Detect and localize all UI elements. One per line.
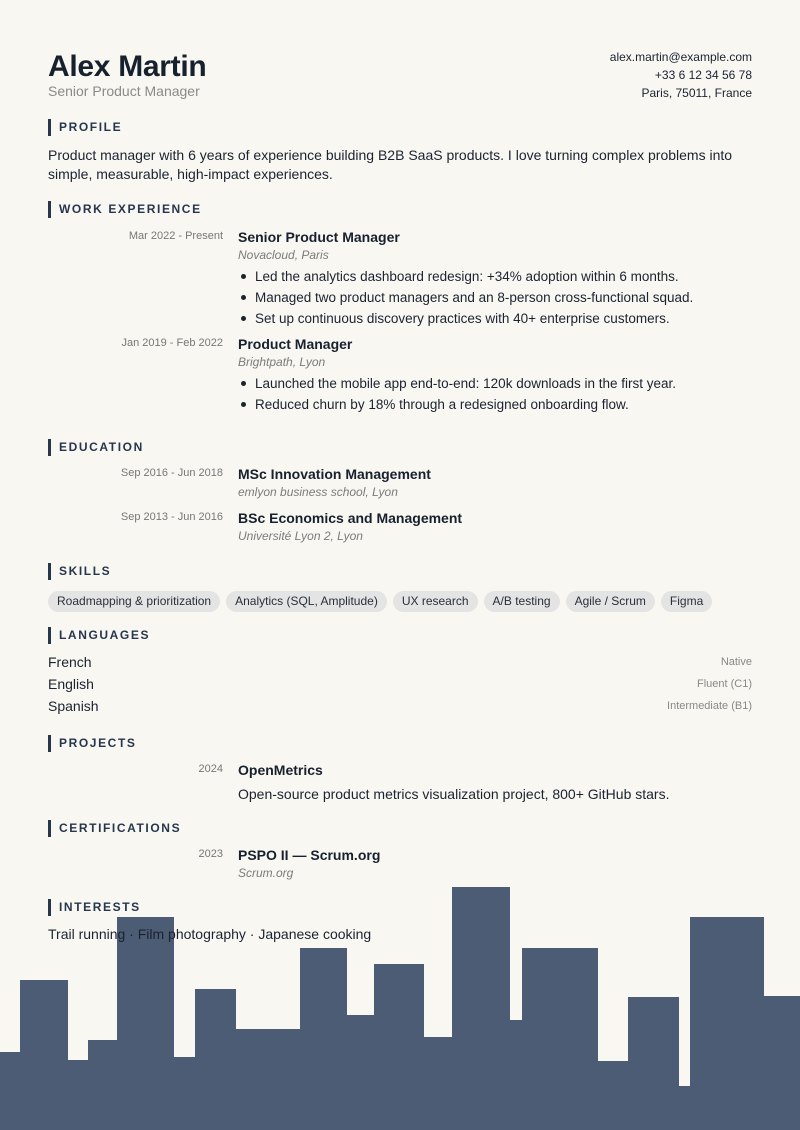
language-name: Spanish [48, 698, 99, 714]
contact-phone[interactable]: +33 6 12 34 56 78 [654, 68, 752, 82]
experience-company: Brightpath, Lyon [238, 355, 326, 369]
experience-entry [48, 335, 752, 415]
experience-entry [48, 228, 752, 329]
certification-entry [48, 846, 752, 883]
education-date: Sep 2016 - Jun 2018 [120, 467, 223, 479]
languages-heading: LANGUAGES [48, 627, 752, 644]
skill-chip: Roadmapping & prioritization [48, 591, 220, 612]
education-school: Université Lyon 2, Lyon [238, 529, 363, 543]
skills-section [48, 563, 752, 612]
project-year: 2024 [198, 763, 223, 775]
education-heading: EDUCATION [48, 439, 752, 456]
skill-chip: UX research [393, 591, 478, 612]
project-entry [48, 761, 752, 804]
experience-date: Jan 2019 - Feb 2022 [121, 337, 223, 349]
experience-role: Senior Product Manager [238, 229, 400, 245]
interests-text: Trail running · Film photography · Japanese cooking [48, 926, 372, 942]
certification-issuer: Scrum.org [238, 866, 294, 880]
experience-date: Mar 2022 - Present [128, 230, 223, 242]
education-degree: BSc Economics and Management [238, 510, 463, 526]
skill-chip: Analytics (SQL, Amplitude) [226, 591, 387, 612]
experience-company: Novacloud, Paris [238, 248, 329, 262]
language-level: Native [720, 656, 752, 668]
contact-location: Paris, 75011, France [641, 86, 752, 100]
education-school: emlyon business school, Lyon [238, 485, 398, 499]
profile-section [48, 119, 752, 184]
profile-text: Product manager with 6 years of experience building B2B SaaS products. I love turning complex problems into simple, measurable, high-impact experiences. [48, 147, 733, 182]
resume-header [48, 0, 752, 112]
projects-heading: PROJECTS [48, 735, 752, 752]
language-level: Intermediate (B1) [667, 700, 752, 712]
languages-section [48, 627, 752, 717]
experience-bullet: Launched the mobile app end-to-end: 120k downloads in the first year. [238, 373, 752, 394]
profile-heading: PROFILE [48, 119, 752, 136]
skills-list [48, 591, 752, 612]
experience-bullets [238, 373, 752, 415]
certifications-heading: CERTIFICATIONS [48, 820, 752, 837]
project-description: Open-source product metrics visualization project, 800+ GitHub stars. [238, 786, 670, 802]
projects-section [48, 735, 752, 804]
language-level: Fluent (C1) [696, 678, 752, 690]
language-row [48, 651, 752, 673]
experience-bullet: Led the analytics dashboard redesign: +34% adoption within 6 months. [238, 266, 752, 287]
experience-section [48, 201, 752, 415]
interests-heading: INTERESTS [48, 899, 752, 916]
contact-block [610, 48, 752, 102]
certification-year: 2023 [198, 848, 223, 860]
skill-chip: A/B testing [484, 591, 560, 612]
experience-bullet: Reduced churn by 18% through a redesigned onboarding flow. [238, 394, 752, 415]
education-section [48, 439, 752, 546]
contact-email[interactable]: alex.martin@example.com [609, 50, 752, 64]
languages-list [48, 651, 752, 717]
certification-name: PSPO II — Scrum.org [238, 847, 381, 863]
project-name: OpenMetrics [238, 762, 323, 778]
candidate-role: Senior Product Manager [48, 83, 200, 99]
certifications-section [48, 820, 752, 883]
skill-chip: Figma [661, 591, 712, 612]
education-entry [48, 465, 752, 502]
experience-bullet: Set up continuous discovery practices with 40+ enterprise customers. [238, 308, 752, 329]
education-degree: MSc Innovation Management [238, 466, 431, 482]
language-row [48, 673, 752, 695]
experience-bullet: Managed two product managers and an 8-person cross-functional squad. [238, 287, 752, 308]
skills-heading: SKILLS [48, 563, 752, 580]
candidate-name: Alex Martin [48, 50, 207, 83]
language-row [48, 695, 752, 717]
experience-role: Product Manager [238, 336, 353, 352]
experience-bullets [238, 266, 752, 329]
interests-section [48, 899, 752, 944]
skill-chip: Agile / Scrum [566, 591, 655, 612]
education-entry [48, 509, 752, 546]
experience-heading: WORK EXPERIENCE [48, 201, 752, 218]
language-name: French [48, 654, 92, 670]
language-name: English [48, 676, 94, 692]
education-date: Sep 2013 - Jun 2016 [120, 511, 223, 523]
